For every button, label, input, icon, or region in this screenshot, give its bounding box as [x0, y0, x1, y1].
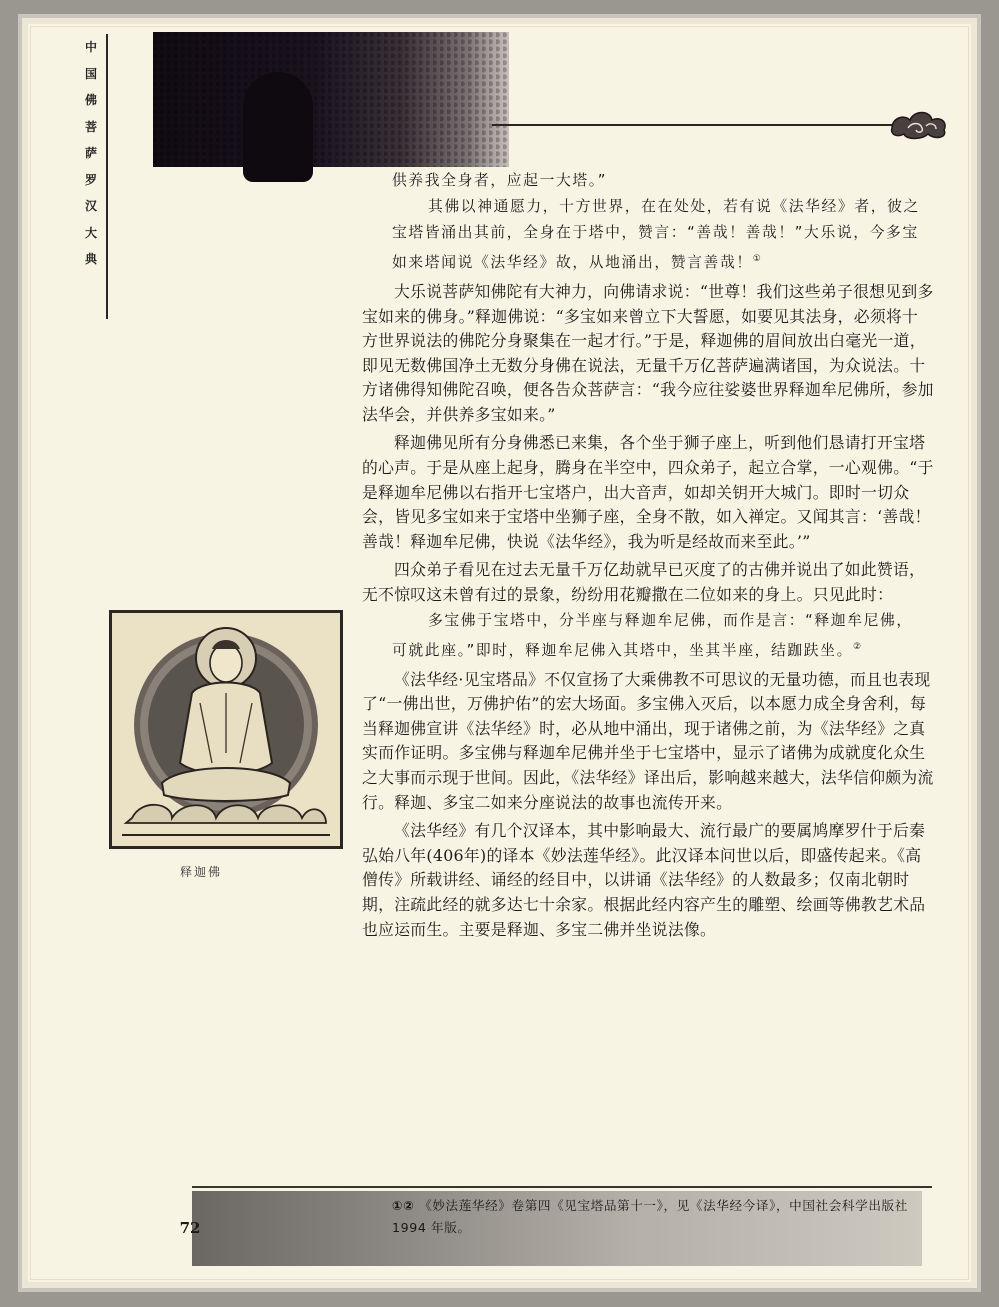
scripture-quote-3 — [362, 608, 934, 664]
paragraph: 释迦佛见所有分身佛悉已来集，各个坐于狮子座上，听到他们恳请打开宝塔的心声。于是从座上起身，腾身在半空中，四众弟子，起立合掌，一心观佛。“于是释迦牟尼佛以右指开七宝塔户，出大音声，如却关钥开大城门。即时一切众会，皆见多宝如来于宝塔中坐狮子座，全身不散，如入禅定。又闻其言：‘善哉！善哉！释迦牟尼佛，快说《法华经》，我为听是经故而来至此。’” — [362, 433, 934, 551]
footnote-text: 《妙法莲华经》卷第四《见宝塔品第十一》，见《法华经今译》，中国社会科学出版社 1994 年版。 — [392, 1198, 908, 1235]
paragraph: 《法华经·见宝塔品》不仅宣扬了大乘佛教不可思议的无量功德，而且也表现了“一佛出世，万佛护佑”的宏大场面。多宝佛入灭后，以本愿力成全身舍利，每当释迦佛宣讲《法华经》时，必从地中涌出，现于诸佛之前，为《法华经》之真实而作证明。多宝佛与释迦牟尼佛并坐于七宝塔中，显示了诸佛为成就度化众生之大事而示现于世间。因此，《法华经》译出后，影响越来越大，法华信仰颇为流行。释迦、多宝二如来分座说法的故事也流传开来。 — [362, 669, 934, 812]
quote-text-body: 多宝佛于宝塔中，分半座与释迦牟尼佛，而作是言：“释迦牟尼佛，可就此座。”即时，释迦牟尼佛入其塔中，坐其半座，结跏趺坐。 — [392, 611, 913, 659]
seated-buddha-icon — [112, 613, 340, 846]
paragraph: 大乐说菩萨知佛陀有大神力，向佛请求说：“世尊！我们这些弟子很想见到多宝如来的佛身。”释迦佛说：“多宝如来曾立下大誓愿，如要见其法身，必须将十方世界说法的佛陀分身聚集在一起才行。”于是，释迦佛的眉间放出白毫光一道，即见无数佛国净土无数分身佛在说法，无量千万亿菩萨遍满诸国，为众说法。十方诸佛得知佛陀召唤，便各告众菩萨言：“我今应往娑婆世界释迦牟尼佛所，参加法华会，并供养多宝如来。” — [362, 281, 934, 424]
book-page — [22, 18, 977, 1288]
buddha-silhouette — [243, 72, 313, 182]
paragraph: 四众弟子看见在过去无量千万亿劫就早已灭度了的古佛并说出了如此赞语，无不惊叹这未曾有过的景象，纷纷用花瓣撒在二位如来的身上。只见此时： — [362, 560, 926, 605]
page-number: 72 — [179, 1219, 201, 1237]
series-title: 中国佛菩萨罗汉大典 — [84, 40, 97, 266]
series-divider — [106, 34, 108, 319]
footnote-mark: ①② — [392, 1198, 415, 1213]
scripture-quote-2 — [362, 194, 934, 276]
figure-caption: 释迦佛 — [180, 865, 223, 879]
header-artwork — [153, 32, 509, 167]
footnote-ref: ② — [852, 641, 863, 652]
footnote — [392, 1195, 932, 1239]
scripture-quote-1 — [362, 168, 934, 194]
quote-text — [392, 194, 928, 276]
footer-rule — [192, 1186, 932, 1188]
paragraph: 《法华经》有几个汉译本，其中影响最大、流行最广的要属鸠摩罗什于后秦弘始八年(406年)的译本《妙法莲华经》。此汉译本问世以后，即盛传起来。《高僧传》所载讲经、诵经的经目中，以讲诵《法华经》的人数最多；仅南北朝时期，注疏此经的就多达七十余家。根据此经内容产生的雕塑、绘画等佛教艺术品也应运而生。主要是释迦、多宝二佛并坐说法像。 — [362, 821, 926, 939]
buddha-illustration — [109, 610, 343, 849]
main-text — [362, 168, 934, 942]
quote-line: 供养我全身者，应起一大塔。” — [392, 172, 608, 189]
quote-text — [392, 608, 928, 664]
header-rule — [492, 124, 902, 126]
footnote-ref: ① — [752, 254, 763, 264]
cloud-ornament-icon — [888, 108, 950, 142]
quote-text-body: 其佛以神通愿力，十方世界，在在处处，若有说《法华经》者，彼之宝塔皆涌出其前，全身在于塔中，赞言：“善哉！善哉！”大乐说，今多宝如来塔闻说《法华经》故，从地涌出，赞言善哉！ — [392, 198, 920, 271]
